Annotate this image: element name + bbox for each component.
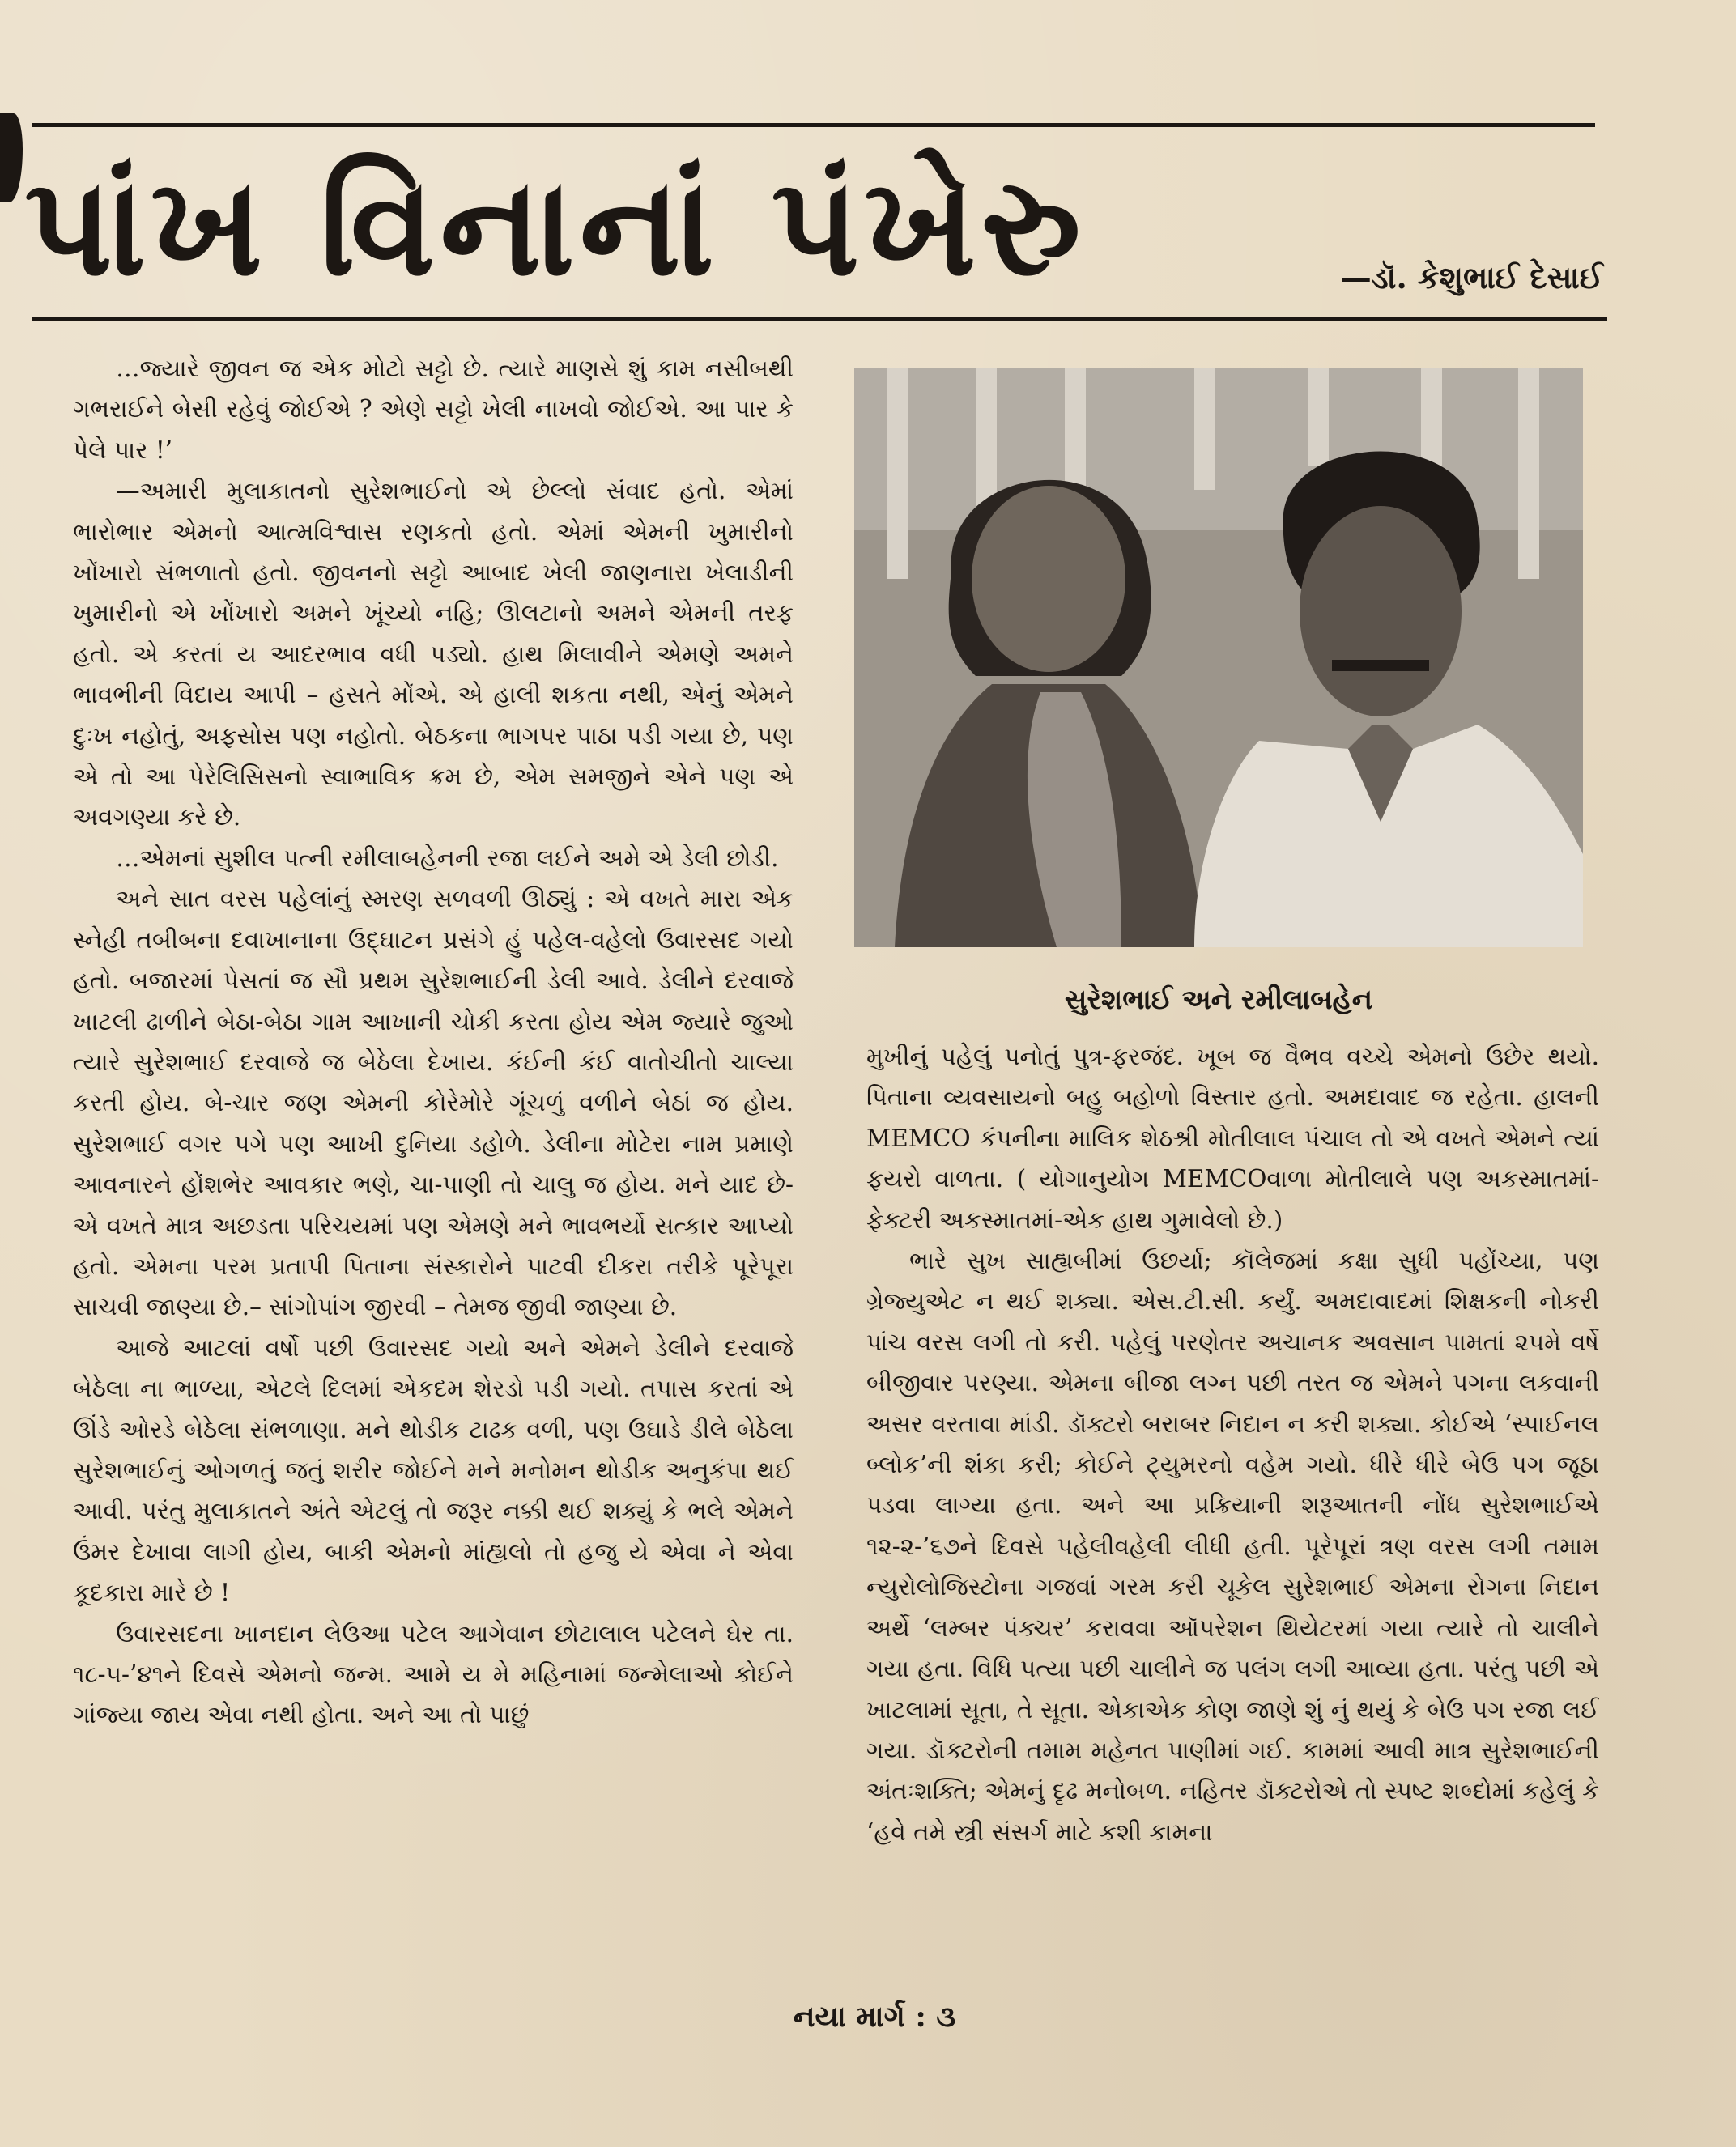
page-footer: નયા માર્ગ : ૩ [793, 2000, 956, 2034]
paragraph: મુખીનું પહેલું પનોતું પુત્ર-ફરજંદ. ખૂબ જ વૈભવ વચ્ચે એમનો ઉછેર થયો. પિતાના વ્યવસાયનો બહુ બહોળો વિસ્તાર હતો. અમદાવાદ જ રહેતા. હાલની MEMCO કંપનીના માલિક શેઠશ્રી મોતીલાલ પંચાલ તો એ વખતે એમને ત્યાં ફયરો વાળતા. ( યોગાનુયોગ MEMCOવાળા મોતીલાલે પણ અકસ્માતમાં-ફેક્ટરી અકસ્માતમાં-એક હાથ ગુમાવેલો છે.) [866, 1043, 1599, 1234]
title-rule [32, 317, 1607, 321]
paragraph: અને સાત વરસ પહેલાંનું સ્મરણ સળવળી ઊઠ્યું : એ વખતે મારા એક સ્નેહી તબીબના દવાખાનાના ઉદ્ઘાટન પ્રસંગે હું પહેલ-વહેલો ઉવારસદ ગયો હતો. બજારમાં પેસતાં જ સૌ પ્રથમ સુરેશભાઈની ડેલી આવે. ડેલીને દરવાજે ખાટલી ઢાળીને બેઠા-બેઠા ગામ આખાની ચોકી કરતા હોય એમ જ્યારે જુઓ ત્યારે સુરેશભાઈ દરવાજે જ બેઠેલા દેખાય. કંઈની કંઈ વાતોચીતો ચાલ્યા કરતી હોય. બે-ચાર જણ એમની કોરેમોરે ગૂંચળું વળીને બેઠાં જ હોય. સુરેશભાઈ વગર પગે પણ આખી દુનિયા ડહોળે. ડેલીના મોટેરા નામ પ્રમાણે આવનારને હોંશભેર આવકાર ભણે, ચા-પાણી તો ચાલુ જ હોય. મને યાદ છે-એ વખતે માત્ર અછડતા પરિચયમાં પણ એમણે મને ભાવભર્યો સત્કાર આપ્યો હતો. એમના પરમ પ્રતાપી પિતાના સંસ્કારોને પાટવી દીકરા તરીકે પૂરેપૂરા સાચવી જાણ્યા છે.– સાંગોપાંગ જીરવી – તેમજ જીવી જાણ્યા છે. [73, 885, 794, 1321]
left-column [73, 348, 794, 1959]
paragraph: ભારે સુખ સાહ્યબીમાં ઉછર્યા; કૉલેજમાં કક્ષા સુધી પહોંચ્યા, પણ ગ્રેજ્યુએટ ન થઈ શક્યા. એસ.ટી.સી. કર્યું. અમદાવાદમાં શિક્ષકની નોકરી પાંચ વરસ લગી તો કરી. પહેલું પરણેતર અચાનક અવસાન પામતાં ૨૫મે વર્ષે બીજીવાર પરણ્યા. એમના બીજા લગ્ન પછી તરત જ એમને પગના લકવાની અસર વરતાવા માંડી. ડૉક્ટરો બરાબર નિદાન ન કરી શક્યા. કોઈએ ‘સ્પાઈનલ બ્લોક’ની શંકા કરી; કોઈને ટ્યુમરનો વહેમ ગયો. ધીરે ધીરે બેઉ પગ જૂઠા પડવા લાગ્યા હતા. અને આ પ્રક્રિયાની શરૂઆતની નોંધ સુરેશભાઈએ ૧૨-૨-’૬૭ને દિવસે પહેલીવહેલી લીધી હતી. પૂરેપૂરાં ત્રણ વરસ લગી તમામ ન્યુરોલોજિસ્ટોના ગજવાં ગરમ કરી ચૂકેલ સુરેશભાઈ એમના રોગના નિદાન અર્થે ‘લમ્બર પંક્ચર’ કરાવવા ઑપરેશન થિયેટરમાં ગયા ત્યારે તો ચાલીને ગયા હતા. વિધિ પત્યા પછી ચાલીને જ પલંગ લગી આવ્યા હતા. પરંતુ પછી એ ખાટલામાં સૂતા, તે સૂતા. એકાએક કોણ જાણે શું નું થયું કે બેઉ પગ રજા લઈ ગયા. ડૉક્ટરોની તમામ મહેનત પાણીમાં ગઈ. કામમાં આવી માત્ર સુરેશભાઈની અંતઃશક્તિ; એમનું દૃઢ મનોબળ. નહિતર ડૉક્ટરોએ તો સ્પષ્ટ શબ્દોમાં કહેલું કે ‘હવે તમે સ્ત્રી સંસર્ગ માટે કશી કામના [866, 1247, 1599, 1846]
couple-photo-illustration [854, 368, 1583, 947]
paragraph: —અમારી મુલાકાતનો સુરેશભાઈનો એ છેલ્લો સંવાદ હતો. એમાં ભારોભાર એમનો આત્મવિશ્વાસ રણકતો હતો. એમાં એમની ખુમારીનો ખોંખારો સંભળાતો હતો. જીવનનો સટ્ટો આબાદ ખેલી જાણનારા ખેલાડીની ખુમારીનો એ ખોંખારો અમને ખૂંચ્યો નહિ; ઊલટાનો અમને એમની તરફ હતો. એ કરતાં ય આદરભાવ વધી પડ્યો. હાથ મિલાવીને એમણે અમને ભાવભીની વિદાય આપી – હસતે મોંએ. એ હાલી શકતા નથી, એનું એમને દુઃખ નહોતું, અફસોસ પણ નહોતો. બેઠકના ભાગપર પાઠા પડી ગયા છે, પણ એ તો આ પેરેલિસિસનો સ્વાભાવિક ક્રમ છે, એમ સમજીને એને પણ એ અવગણ્યા કરે છે. [73, 477, 794, 831]
paragraph: …જ્યારે જીવન જ એક મોટો સટ્ટો છે. ત્યારે માણસે શું કામ નસીબથી ગભરાઈને બેસી રહેવું જોઈએ ? એણે સટ્ટો ખેલી નાખવો જોઈએ. આ પાર કે પેલે પાર !’ [73, 355, 794, 464]
torn-edge [0, 113, 23, 202]
photo-caption: સુરેશભાઈ અને રમીલાબહેન [1064, 984, 1373, 1016]
article-title: પાંખ વિનાનાં પંખેરુ [24, 147, 1086, 306]
paragraph: …એમનાં સુશીલ પત્ની રમીલાબહેનની રજા લઈને અમે એ ડેલી છોડી. [116, 844, 779, 872]
right-column [866, 1036, 1599, 1959]
couple-photo [854, 368, 1583, 947]
paragraph: ઉવારસદના ખાનદાન લેઉઆ પટેલ આગેવાન છોટાલાલ પટેલને ઘેર તા. ૧૮-૫-’૪૧ને દિવસે એમનો જન્મ. આમે ય મે મહિનામાં જન્મેલાઓ કોઈને ગાંજ્યા જાય એવા નથી હોતા. અને આ તો પાછું [73, 1619, 794, 1729]
top-rule [32, 123, 1595, 127]
article-byline: —ડૉ. કેશુભાઈ દેસાઈ [1340, 259, 1603, 295]
paragraph: આજે આટલાં વર્ષો પછી ઉવારસદ ગયો અને એમને ડેલીને દરવાજે બેઠેલા ના ભાળ્યા, એટલે દિલમાં એકદમ શેરડો પડી ગયો. તપાસ કરતાં એ ઊંડે ઓરડે બેઠેલા સંભળાણા. મને થોડીક ટાઢક વળી, પણ ઉઘાડે ડીલે બેઠેલા સુરેશભાઈનું ઓગળતું જતું શરીર જોઈને મને મનોમન થોડીક અનુકંપા થઈ આવી. પરંતુ મુલાકાતને અંતે એટલું તો જરૂર નક્કી થઈ શક્યું કે ભલે એમને ઉંમર દેખાવા લાગી હોય, બાકી એમનો માંહ્યલો તો હજુ યે એવા ને એવા કૂદકારા મારે છે ! [73, 1333, 794, 1607]
